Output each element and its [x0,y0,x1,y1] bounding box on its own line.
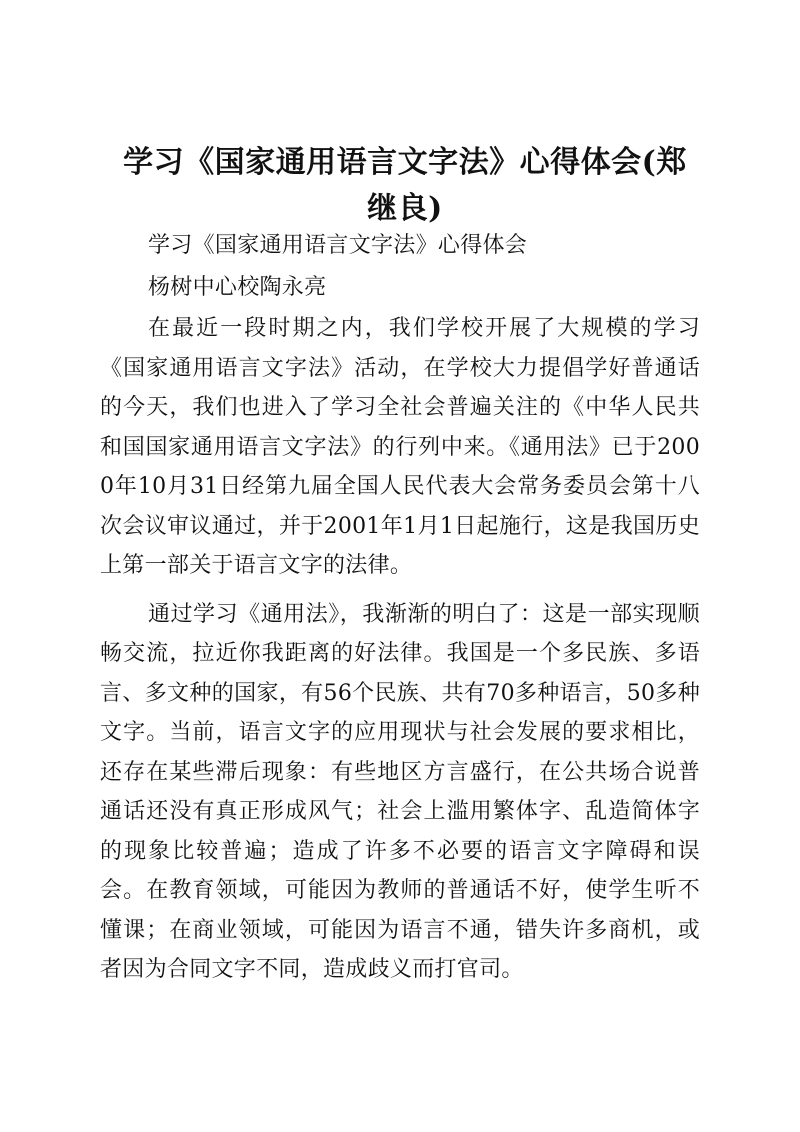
paragraph-1: 在最近一段时期之内，我们学校开展了大规模的学习《国家通用语言文字法》活动，在学校大力提倡学好普通话的今天，我们也进入了学习全社会普遍关注的《中华人民共和国国家通用语言文字法》的行列中来。《通用法》已于2000年10月31日经第九届全国人民代表大会常务委员会第十八次会议审议通过，并于2001年1月1日起施行，这是我国历史上第一部关于语言文字的法律。 [100,316,700,578]
paragraph-2: 通过学习《通用法》，我渐渐的明白了：这是一部实现顺畅交流，拉近你我距离的好法律。我国是一个多民族、多语言、多文种的国家，有56个民族、共有70多种语言，50多种文字。当前，语言文字的应用现状与社会发展的要求相比，还存在某些滞后现象：有些地区方言盛行，在公共场合说普通话还没有真正形成风气；社会上滥用繁体字、乱造简体字的现象比较普遍；造成了许多不必要的语言文字障碍和误会。在教育领域，可能因为教师的普通话不好，使学生听不懂课；在商业领域，可能因为语言不通，错失许多商机，或者因为合同文字不同，造成歧义而打官司。 [100,601,700,982]
document-title: 学习《国家通用语言文字法》心得体会(郑继良) [123,145,687,226]
subtitle: 学习《国家通用语言文字法》心得体会 [148,233,528,258]
author-line: 杨树中心校陶永亮 [148,274,327,300]
document-body [100,226,700,999]
